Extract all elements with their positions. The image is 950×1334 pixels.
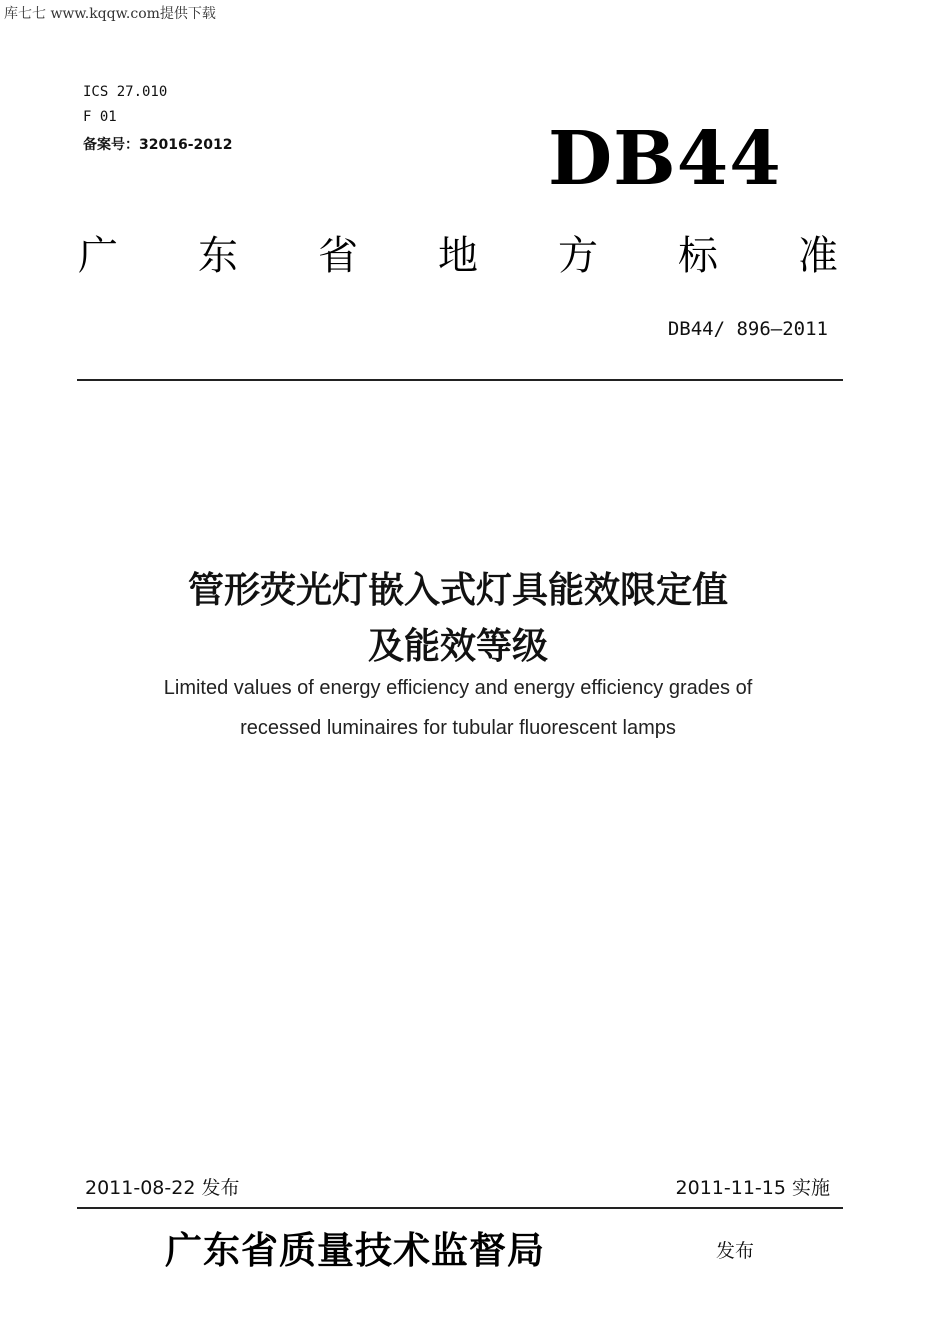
standard-type-char: 省 xyxy=(318,233,358,279)
title-cn-line1: 管形荧光灯嵌入式灯具能效限定值 xyxy=(187,570,728,611)
standard-type-char: 标 xyxy=(678,233,718,279)
standard-type-char: 广 xyxy=(78,233,118,279)
title-cn-line2: 及能效等级 xyxy=(367,626,548,667)
title-en-line2: recessed luminaires for tubular fluorescent lamps xyxy=(240,717,676,739)
standard-type-char: 准 xyxy=(798,233,838,279)
effective-date: 2011-11-15 实施 xyxy=(675,1177,830,1199)
ics-code: ICS 27.010 xyxy=(83,84,168,100)
ccs-code: F 01 xyxy=(83,109,117,125)
standard-code: DB44/ 896—2011 xyxy=(667,318,828,340)
top-divider xyxy=(77,379,843,381)
publisher-suffix: 发布 xyxy=(716,1240,755,1262)
publisher-name: 广东省质量技术监督局 xyxy=(165,1228,545,1272)
standard-type-char: 地 xyxy=(438,233,478,279)
record-number: 备案号：32016-2012 xyxy=(83,137,233,153)
standard-type-heading xyxy=(78,226,838,286)
title-en-line1: Limited values of energy efficiency and energy efficiency grades of xyxy=(163,677,753,699)
standard-type-char: 东 xyxy=(198,233,238,279)
watermark: 库七七 www.kqqw.com提供下载 xyxy=(4,6,216,22)
issue-date: 2011-08-22 发布 xyxy=(85,1177,240,1199)
db44-logo: DB44 xyxy=(548,116,782,202)
standard-type-char: 方 xyxy=(558,233,598,279)
bottom-divider xyxy=(77,1207,843,1209)
